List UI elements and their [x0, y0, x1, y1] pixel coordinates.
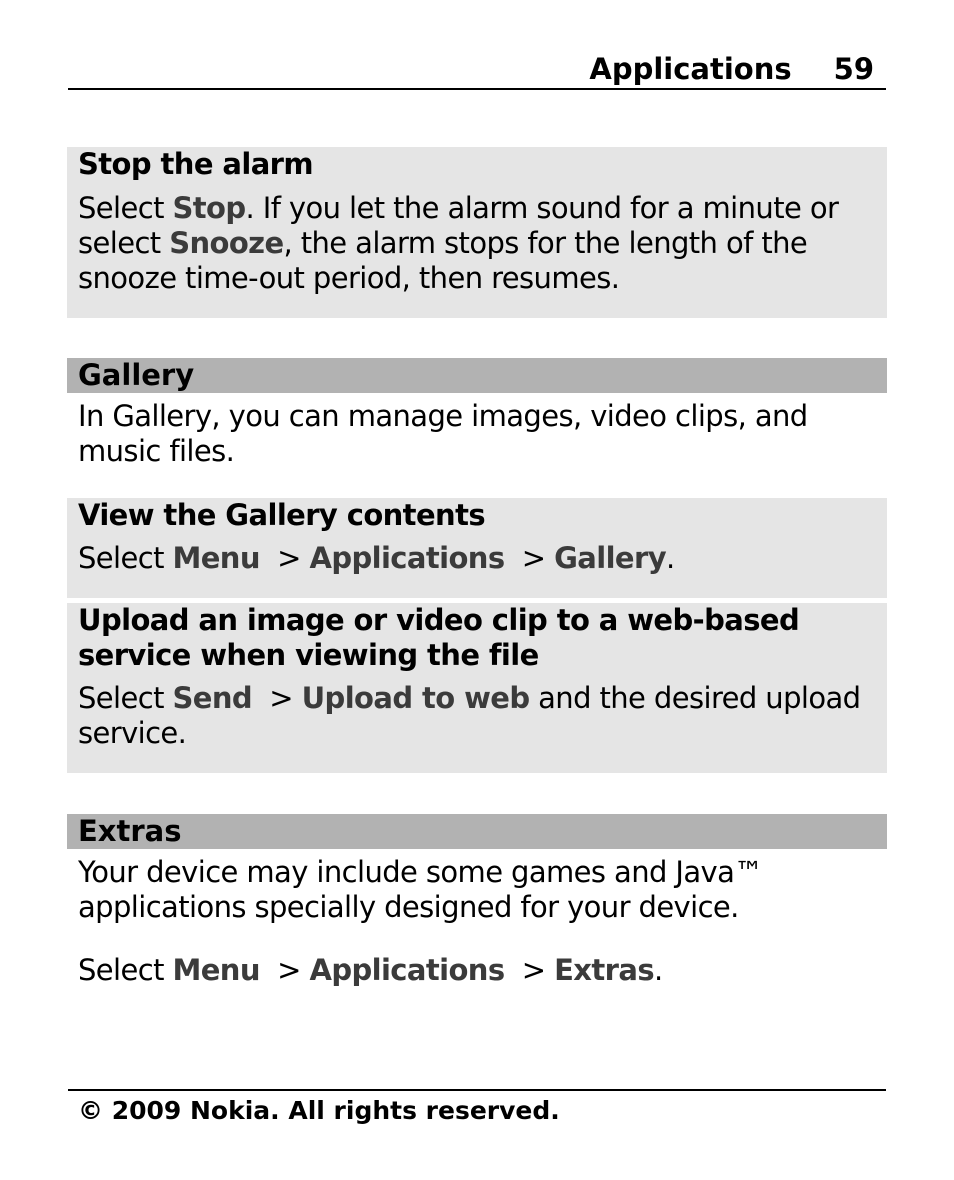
stop-alarm-text	[78, 191, 877, 296]
text-run: .	[666, 541, 675, 575]
header-section-title: Applications	[589, 52, 792, 86]
stop-alarm-section	[67, 147, 887, 318]
text-run: Select	[78, 541, 173, 575]
text-run: Select	[78, 953, 173, 987]
menu-item-gallery: Gallery	[554, 541, 667, 575]
page-header	[68, 50, 886, 90]
text-run: and the desired upload service.	[78, 681, 861, 750]
text-run: Select	[78, 191, 173, 225]
separator: >	[504, 541, 555, 575]
menu-item-extras: Extras	[554, 953, 654, 987]
footer-divider	[68, 1089, 886, 1091]
upload-text	[78, 681, 877, 751]
gallery-heading: Gallery	[67, 358, 887, 393]
separator: >	[504, 953, 555, 987]
text-run: .	[654, 953, 663, 987]
view-contents-section	[67, 498, 887, 598]
menu-item-menu: Menu	[172, 953, 260, 987]
separator: >	[252, 681, 302, 715]
text-run: . If you let the alarm sound for a minute or select	[78, 191, 839, 260]
extras-intro: Your device may include some games and Java™ applications specially designed for your device.	[78, 855, 763, 924]
upload-title: Upload an image or video clip to a web-based service when viewing the file	[78, 603, 800, 672]
page-number: 59	[833, 52, 874, 86]
view-contents-title: View the Gallery contents	[78, 498, 485, 532]
menu-item-upload-to-web: Upload to web	[301, 681, 530, 715]
view-contents-text	[78, 541, 877, 576]
text-run: , the alarm stops for the length of the snooze time-out period, then resumes.	[78, 226, 808, 295]
gallery-intro: In Gallery, you can manage images, video clips, and music files.	[78, 399, 808, 468]
separator: >	[259, 953, 310, 987]
menu-item-applications: Applications	[309, 541, 505, 575]
text-run: Select	[78, 681, 173, 715]
upload-section	[67, 603, 887, 773]
separator: >	[259, 541, 310, 575]
extras-instruction	[78, 953, 878, 988]
menu-item-applications: Applications	[309, 953, 505, 987]
menu-item-stop: Stop	[172, 191, 246, 225]
menu-item-menu: Menu	[172, 541, 260, 575]
menu-item-snooze: Snooze	[169, 226, 284, 260]
menu-item-send: Send	[172, 681, 253, 715]
extras-heading: Extras	[67, 814, 887, 849]
footer-copyright: © 2009 Nokia. All rights reserved.	[78, 1096, 560, 1125]
stop-alarm-title: Stop the alarm	[78, 147, 313, 181]
